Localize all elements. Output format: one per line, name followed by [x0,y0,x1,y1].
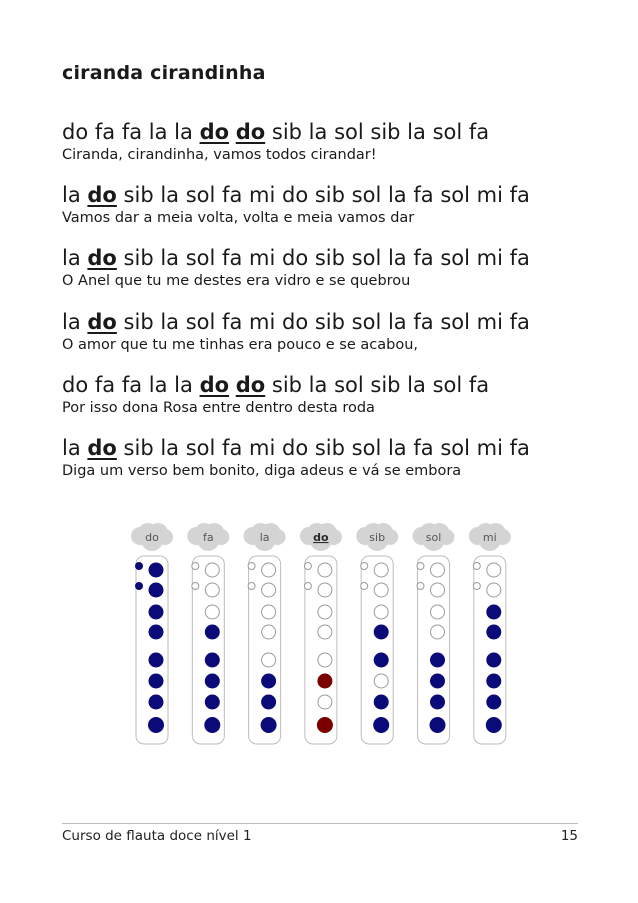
finger-hole-closed [205,718,220,733]
finger-hole-closed [149,718,164,733]
thumb-hole-open [473,563,480,570]
note: sol [351,436,382,460]
thumb-hole-open [304,563,311,570]
finger-hole-closed [149,625,163,639]
thumb-hole-open [417,583,424,590]
fingering-label: la [259,531,270,544]
note: la [148,120,168,144]
note: do [281,246,309,270]
note: sol [185,310,216,334]
finger-hole-open [205,605,219,619]
finger-hole-closed [487,674,501,688]
footer-divider [62,823,578,824]
note: fa [509,436,530,460]
note: do [62,373,89,397]
finger-hole-open [374,674,388,688]
note-highlighted: do [87,246,117,270]
note: la [387,436,407,460]
fingering-label: sib [369,531,386,544]
verse-notes [62,245,530,271]
finger-hole-closed [205,674,219,688]
note: la [387,246,407,270]
finger-hole-open [262,605,276,619]
thumb-hole-open [192,583,199,590]
finger-hole-open [262,563,276,577]
note: la [387,183,407,207]
note: sib [370,373,401,397]
finger-hole-open [374,605,388,619]
finger-hole-open [318,583,332,597]
finger-hole-closed [431,653,445,667]
verse-notes [62,119,489,145]
note: sib [314,436,345,460]
finger-hole-open [374,583,388,597]
verse-lyric: O Anel que tu me destes era vidro e se quebrou [62,273,411,289]
note: sol [440,436,470,460]
note-highlighted: do [87,310,117,334]
finger-hole-closed [431,695,445,709]
finger-hole-closed [149,583,163,597]
note: sol [334,120,364,144]
thumb-hole-open [248,563,255,570]
page-title: ciranda cirandinha [62,62,266,84]
note: sib [271,373,302,397]
finger-hole-half [318,674,332,688]
note: la [160,246,180,270]
thumb-hole-closed [136,563,143,570]
footer-course-title: Curso de flauta doce nível 1 [62,828,252,844]
finger-hole-open [205,563,219,577]
finger-hole-open [318,653,332,667]
note: sol [185,436,216,460]
note: fa [509,246,530,270]
finger-hole-open [318,625,332,639]
finger-hole-closed [487,625,501,639]
note: la [62,310,81,334]
note: sol [185,246,216,270]
note: fa [509,183,530,207]
note: fa [413,310,434,334]
thumb-hole-open [361,563,368,570]
finger-hole-closed [374,695,388,709]
note: sib [314,183,345,207]
note: fa [468,120,490,144]
finger-hole-open [262,625,276,639]
finger-hole-closed [487,695,501,709]
finger-hole-closed [149,674,163,688]
note: la [174,373,193,397]
note: fa [121,373,143,397]
verse-lyric: Por isso dona Rosa entre dentro desta roda [62,400,375,416]
note: la [308,373,328,397]
note: fa [94,373,116,397]
finger-hole-closed [261,718,276,733]
note: mi [476,183,503,207]
note: mi [249,246,276,270]
note: mi [476,246,503,270]
note: sib [123,436,154,460]
note: mi [476,436,503,460]
note: la [62,246,81,270]
finger-hole-closed [374,625,388,639]
fingering-label: do [313,531,329,544]
thumb-hole-open [304,583,311,590]
finger-hole-closed [374,718,389,733]
note: do [281,310,309,334]
finger-hole-open [374,563,388,577]
note: la [407,373,426,397]
note: la [160,436,180,460]
note: la [160,183,180,207]
finger-hole-open [431,625,445,639]
verse [62,372,489,418]
finger-hole-closed [431,674,445,688]
fingering-label: mi [482,531,497,544]
finger-hole-closed [149,695,163,709]
thumb-hole-open [361,583,368,590]
finger-hole-open [318,695,332,709]
note: fa [94,120,116,144]
note: sol [432,120,463,144]
thumb-hole-closed [136,583,143,590]
thumb-hole-open [248,583,255,590]
note: mi [249,183,276,207]
finger-hole-open [262,653,276,667]
finger-hole-open [487,563,501,577]
thumb-hole-open [192,563,199,570]
verse-lyric: Vamos dar a meia volta, volta e meia vamos dar [62,210,415,226]
note: fa [468,373,490,397]
note: la [308,120,328,144]
fingering-label: do [145,531,159,544]
note: sib [123,246,154,270]
note: sol [334,373,364,397]
finger-hole-closed [262,674,276,688]
thumb-hole-open [417,563,424,570]
finger-hole-closed [205,653,219,667]
thumb-hole-open [473,583,480,590]
finger-hole-closed [262,695,276,709]
note: do [281,436,309,460]
note: fa [222,183,243,207]
note: la [387,310,407,334]
note-highlighted: do [199,373,230,397]
note: fa [413,246,434,270]
note: sol [351,183,382,207]
finger-hole-closed [205,695,219,709]
note: fa [413,183,434,207]
note: fa [222,436,243,460]
note: sib [271,120,302,144]
note: fa [222,246,243,270]
finger-hole-open [318,605,332,619]
note: sol [351,310,382,334]
finger-hole-open [262,583,276,597]
verse [62,245,530,291]
note: mi [249,436,276,460]
note: fa [222,310,243,334]
finger-hole-open [431,583,445,597]
verse [62,119,489,165]
note: la [174,120,193,144]
note: fa [413,436,434,460]
note: sol [440,246,470,270]
finger-hole-closed [374,653,388,667]
note-highlighted: do [199,120,230,144]
note: fa [121,120,143,144]
note: mi [249,310,276,334]
note-highlighted: do [235,373,266,397]
verse [62,182,530,228]
note: sol [432,373,463,397]
note: sol [440,310,470,334]
note: sib [314,310,345,334]
verse-notes [62,435,530,461]
note: la [148,373,168,397]
note: la [62,183,81,207]
note-highlighted: do [87,436,117,460]
verse-lyric: O amor que tu me tinhas era pouco e se acabou, [62,337,419,353]
verse [62,435,530,481]
fingering-diagram [0,518,638,748]
note: sib [123,183,154,207]
finger-hole-closed [430,718,445,733]
note: fa [509,310,530,334]
finger-hole-closed [149,605,163,619]
fingering-label: sol [425,531,442,544]
verse-lyric: Diga um verso bem bonito, diga adeus e vá se embora [62,463,462,479]
note: sib [123,310,154,334]
note: sol [351,246,382,270]
verse-notes [62,182,530,208]
finger-hole-closed [149,563,163,577]
finger-hole-half [317,718,332,733]
finger-hole-closed [487,605,501,619]
verse-lyric: Ciranda, cirandinha, vamos todos cirandar! [62,147,377,163]
finger-hole-open [487,583,501,597]
finger-hole-closed [487,653,501,667]
verse-notes [62,309,530,335]
verse [62,309,530,355]
finger-hole-closed [205,625,219,639]
note: sib [370,120,401,144]
finger-hole-open [431,563,445,577]
note: do [281,183,309,207]
finger-hole-closed [149,653,163,667]
note: sol [440,183,470,207]
note: la [407,120,426,144]
fingering-label: fa [202,531,214,544]
page-number: 15 [560,828,578,844]
note: la [160,310,180,334]
finger-hole-open [318,563,332,577]
note: sib [314,246,345,270]
note-highlighted: do [235,120,266,144]
note: mi [476,310,503,334]
note: do [62,120,89,144]
finger-hole-open [431,605,445,619]
note: sol [185,183,216,207]
verse-notes [62,372,489,398]
note-highlighted: do [87,183,117,207]
note: la [62,436,81,460]
finger-hole-open [205,583,219,597]
finger-hole-closed [486,718,501,733]
